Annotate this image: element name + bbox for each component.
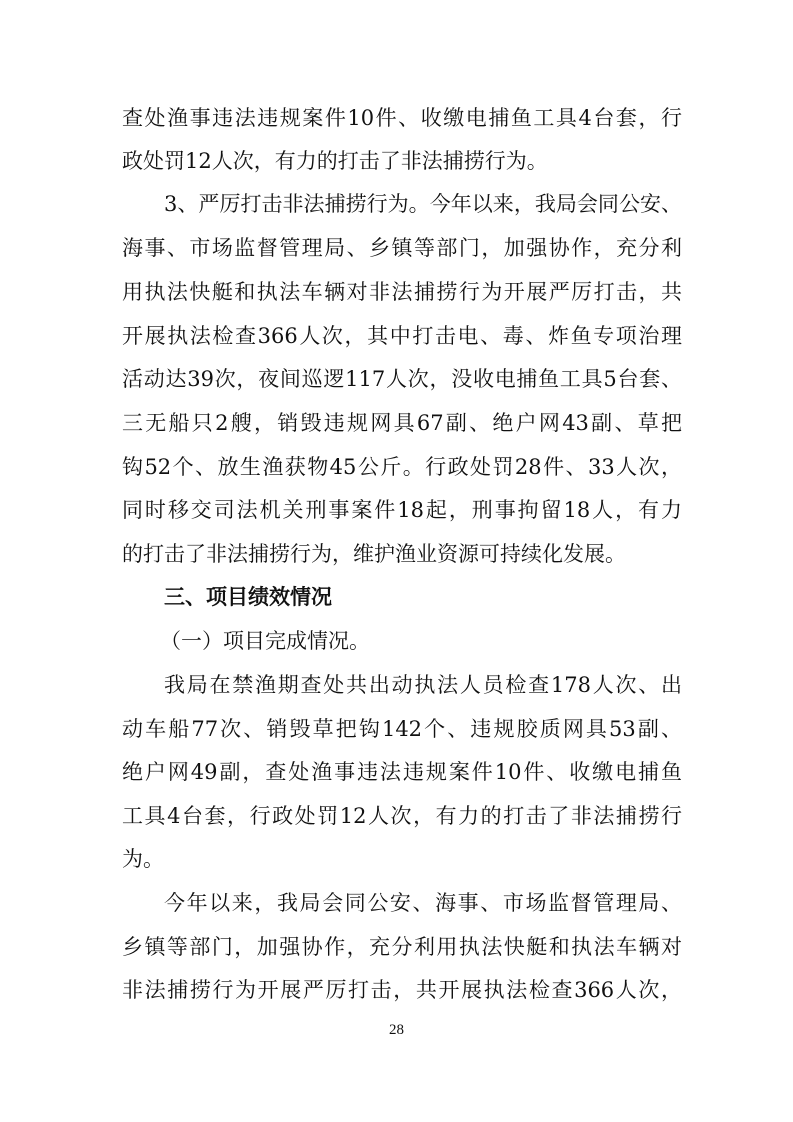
body-text-line: 动车船77次、销毁草把钩142个、违规胶质网具53副、 [122,717,682,741]
body-text-line: 非法捕捞行为开展严厉打击，共开展执法检查366人次， [122,978,682,1002]
body-text-line: 工具4台套，行政处罚12人次，有力的打击了非法捕捞行 [122,804,682,828]
body-text-line: 海事、市场监督管理局、乡镇等部门，加强协作，充分利 [122,236,682,260]
list-item-text-line: 3、严厉打击非法捕捞行为。今年以来，我局会同公安、 [164,192,682,216]
body-text-line: 为。 [122,847,164,871]
body-text-line: 绝户网49副，查处渔事违法违规案件10件、收缴电捕鱼 [122,760,682,784]
body-text-line: 我局在禁渔期查处共出动执法人员检查178人次、出 [164,673,682,697]
body-text-line: 开展执法检查366人次，其中打击电、毒、炸鱼专项治理 [122,324,682,348]
body-text-line: 的打击了非法捕捞行为，维护渔业资源可持续化发展。 [122,542,626,566]
body-text-line: 用执法快艇和执法车辆对非法捕捞行为开展严厉打击，共 [122,280,682,304]
body-text-line: 乡镇等部门，加强协作，充分利用执法快艇和执法车辆对 [122,935,682,959]
subsection-heading: （一）项目完成情况。 [160,629,370,653]
body-text-line: 今年以来，我局会同公安、海事、市场监督管理局、 [164,891,682,915]
body-text-line: 活动达39次，夜间巡逻117人次，没收电捕鱼工具5台套、 [122,367,682,391]
body-text-line: 同时移交司法机关刑事案件18起，刑事拘留18人，有力 [122,498,682,522]
page-number: 28 [389,1022,404,1038]
body-text-line: 三无船只2艘，销毁违规网具67副、绝户网43副、草把 [122,411,682,435]
section-heading: 三、项目绩效情况 [164,585,332,609]
body-text-line: 政处罚12人次，有力的打击了非法捕捞行为。 [122,149,548,173]
body-text-line: 钩52个、放生渔获物45公斤。行政处罚28件、33人次， [122,455,682,479]
body-text-line: 查处渔事违法违规案件10件、收缴电捕鱼工具4台套，行 [122,106,682,130]
